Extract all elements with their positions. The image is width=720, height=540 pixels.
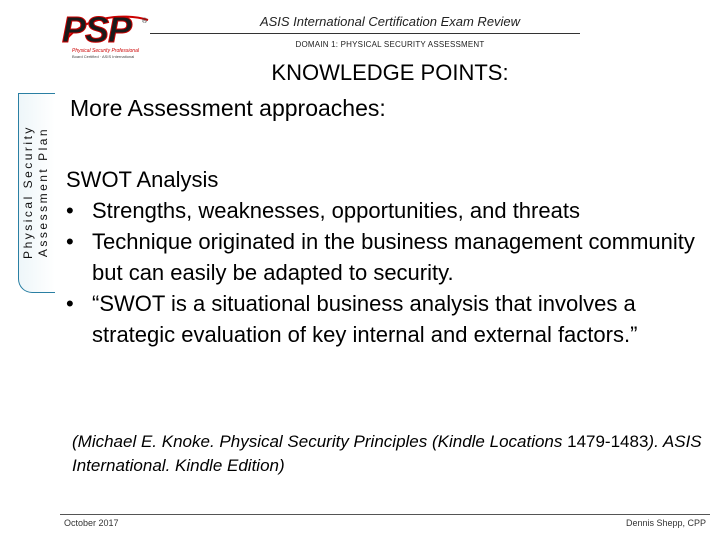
- slide-content: [66, 164, 706, 350]
- footer-divider: [60, 514, 710, 515]
- logo-text: PSP: [62, 9, 132, 50]
- section-heading: SWOT Analysis: [66, 167, 219, 192]
- bullet-list: [66, 195, 706, 350]
- side-tab-line-2: Assessment Plan: [36, 126, 50, 258]
- logo-registered-mark: ®: [142, 18, 148, 25]
- slide-title: KNOWLEDGE POINTS:: [271, 60, 509, 85]
- domain-label: DOMAIN 1: PHYSICAL SECURITY ASSESSMENT: [295, 40, 485, 49]
- bullet-item: • Strengths, weaknesses, opportunities, and threats: [66, 195, 706, 226]
- side-tab-label: [21, 97, 51, 287]
- footer-author: Dennis Shepp, CPP: [625, 518, 706, 528]
- bullet-icon: •: [66, 229, 74, 254]
- logo-subtagline: Board Certified · ASIS International: [72, 54, 135, 59]
- bullet-icon: •: [66, 291, 74, 316]
- header-title: ASIS International Certification Exam Review: [259, 14, 521, 29]
- citation-locations: 1479-1483: [567, 432, 649, 451]
- bullet-icon: •: [66, 198, 74, 223]
- bullet-item: • “SWOT is a situational business analysis that involves a strategic evaluation of key internal and external factors.”: [66, 288, 706, 350]
- slide-subtitle: More Assessment approaches:: [70, 95, 386, 121]
- psp-logo: [62, 10, 150, 62]
- logo-tagline: Physical Security Professional: [72, 48, 139, 54]
- bullet-item: • Technique originated in the business management community but can easily be adapted to security.: [66, 226, 706, 288]
- citation: (Michael E. Knoke. Physical Security Principles (Kindle Locations 1479-1483). ASIS International. Kindle Edition): [72, 432, 702, 475]
- header-divider: [150, 33, 580, 34]
- footer-date: October 2017: [64, 518, 119, 528]
- side-tab-line-1: Physical Security: [21, 125, 35, 259]
